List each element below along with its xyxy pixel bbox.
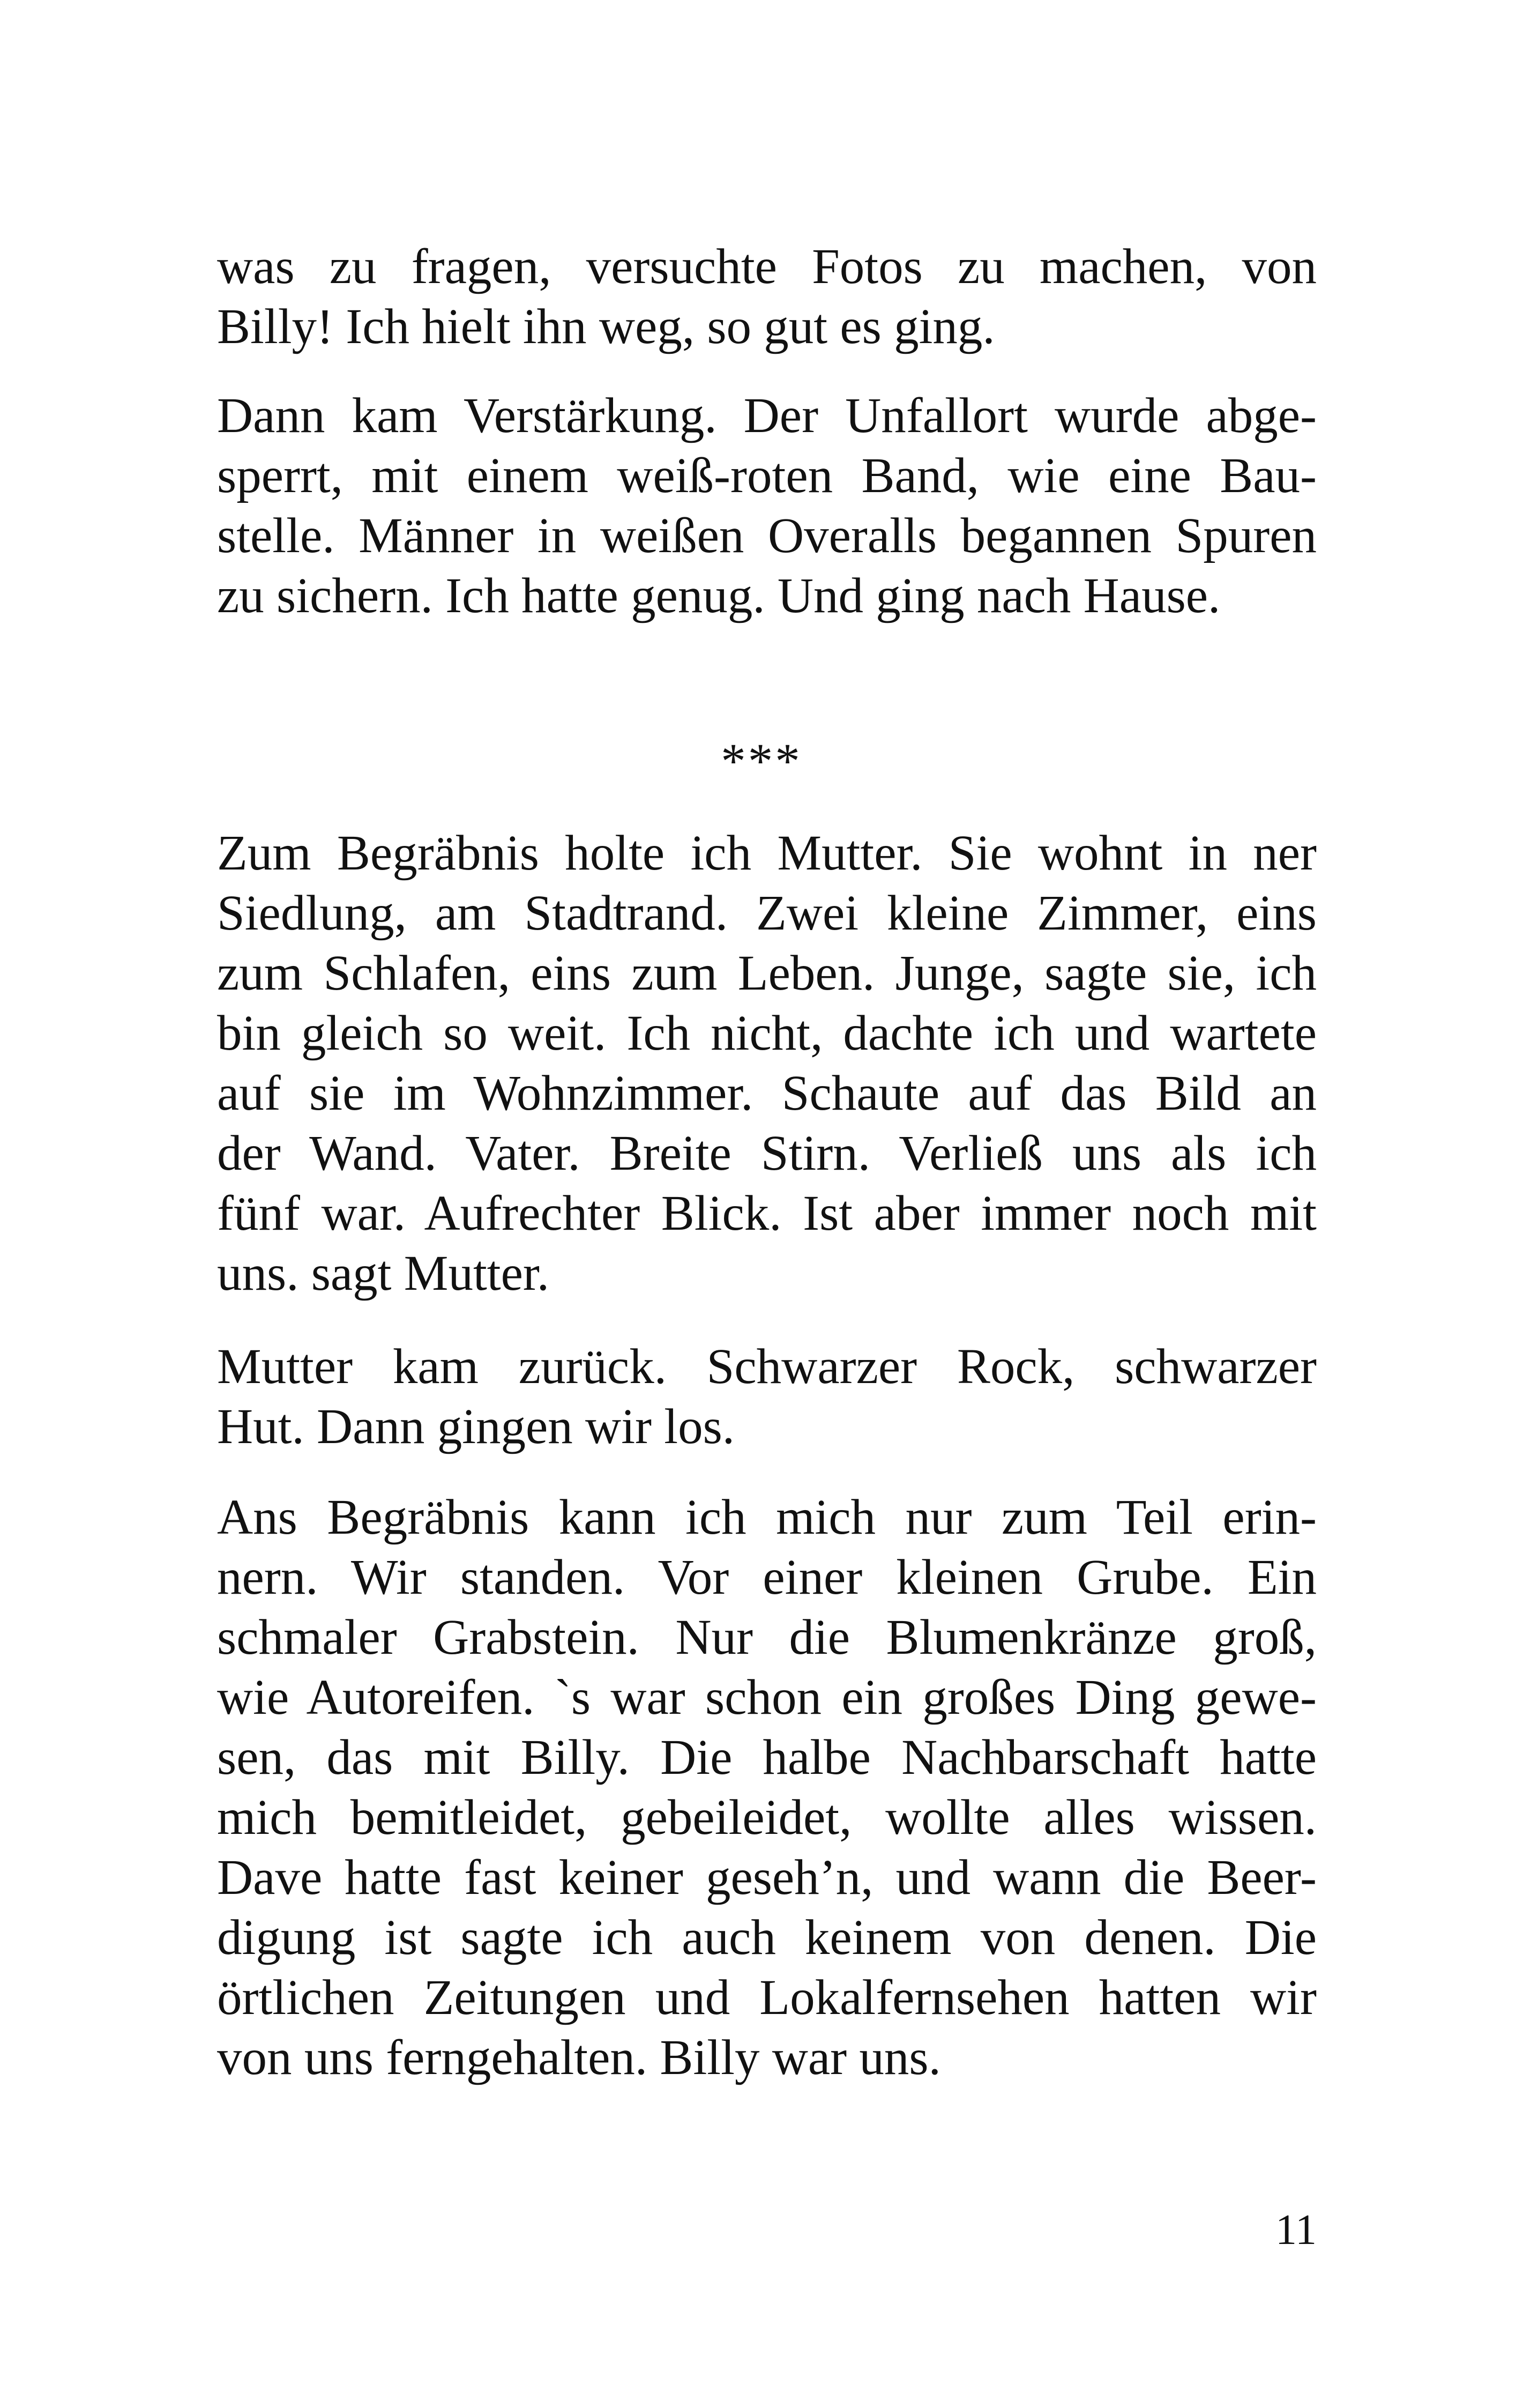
text-line: Dann kam Verstärkung. Der Unfallort wurde abge- bbox=[217, 388, 1317, 443]
text-line: wie Autoreifen. `s war schon ein großes Ding gewe- bbox=[217, 1670, 1317, 1725]
text-line: fünf war. Aufrechter Blick. Ist aber immer noch mit bbox=[217, 1186, 1317, 1241]
paragraph-2 bbox=[217, 386, 1317, 626]
text-line: was zu fragen, versuchte Fotos zu machen, von bbox=[217, 239, 1317, 294]
text-line: digung ist sagte ich auch keinem von denen. Die bbox=[217, 1910, 1317, 1965]
text-line: stelle. Männer in weißen Overalls begannen Spuren bbox=[217, 508, 1317, 563]
text-line: Dave hatte fast keiner geseh’n, und wann die Beer- bbox=[217, 1850, 1317, 1905]
text-line: auf sie im Wohnzimmer. Schaute auf das Bild an bbox=[217, 1066, 1317, 1121]
text-line: schmaler Grabstein. Nur die Blumenkränze groß, bbox=[217, 1610, 1317, 1665]
text-line: Zum Begräbnis holte ich Mutter. Sie wohnt in ner bbox=[217, 826, 1317, 881]
text-line: von uns ferngehalten. Billy war uns. bbox=[217, 2030, 941, 2085]
text-line: bin gleich so weit. Ich nicht, dachte ich und wartete bbox=[217, 1006, 1317, 1061]
text-line: Ans Begräbnis kann ich mich nur zum Teil erin- bbox=[217, 1490, 1317, 1545]
section-separator: *** bbox=[721, 734, 802, 789]
text-line: mich bemitleidet, gebeileidet, wollte alles wissen. bbox=[217, 1790, 1317, 1845]
text-line: Siedlung, am Stadtrand. Zwei kleine Zimmer, eins bbox=[217, 886, 1317, 941]
text-line: Mutter kam zurück. Schwarzer Rock, schwarzer bbox=[217, 1339, 1317, 1394]
text-line: Billy! Ich hielt ihn weg, so gut es ging. bbox=[217, 299, 995, 354]
text-line: nern. Wir standen. Vor einer kleinen Grube. Ein bbox=[217, 1550, 1317, 1605]
text-line: zum Schlafen, eins zum Leben. Junge, sagte sie, ich bbox=[217, 946, 1317, 1001]
text-line: sperrt, mit einem weiß-roten Band, wie eine Bau- bbox=[217, 448, 1317, 503]
text-line: uns. sagt Mutter. bbox=[217, 1246, 549, 1301]
text-line: sen, das mit Billy. Die halbe Nachbarschaft hatte bbox=[217, 1730, 1317, 1785]
text-line: örtlichen Zeitungen und Lokalfernsehen hatten wir bbox=[217, 1970, 1317, 2025]
paragraph-4 bbox=[217, 1337, 1317, 1457]
page-number: 11 bbox=[1275, 2206, 1317, 2254]
paragraph-3 bbox=[217, 823, 1317, 1304]
text-line: Hut. Dann gingen wir los. bbox=[217, 1399, 735, 1454]
paragraph-5 bbox=[217, 1488, 1317, 2088]
paragraph-1 bbox=[217, 237, 1317, 357]
text-line: zu sichern. Ich hatte genug. Und ging nach Hause. bbox=[217, 568, 1221, 623]
text-line: der Wand. Vater. Breite Stirn. Verließ uns als ich bbox=[217, 1126, 1317, 1181]
